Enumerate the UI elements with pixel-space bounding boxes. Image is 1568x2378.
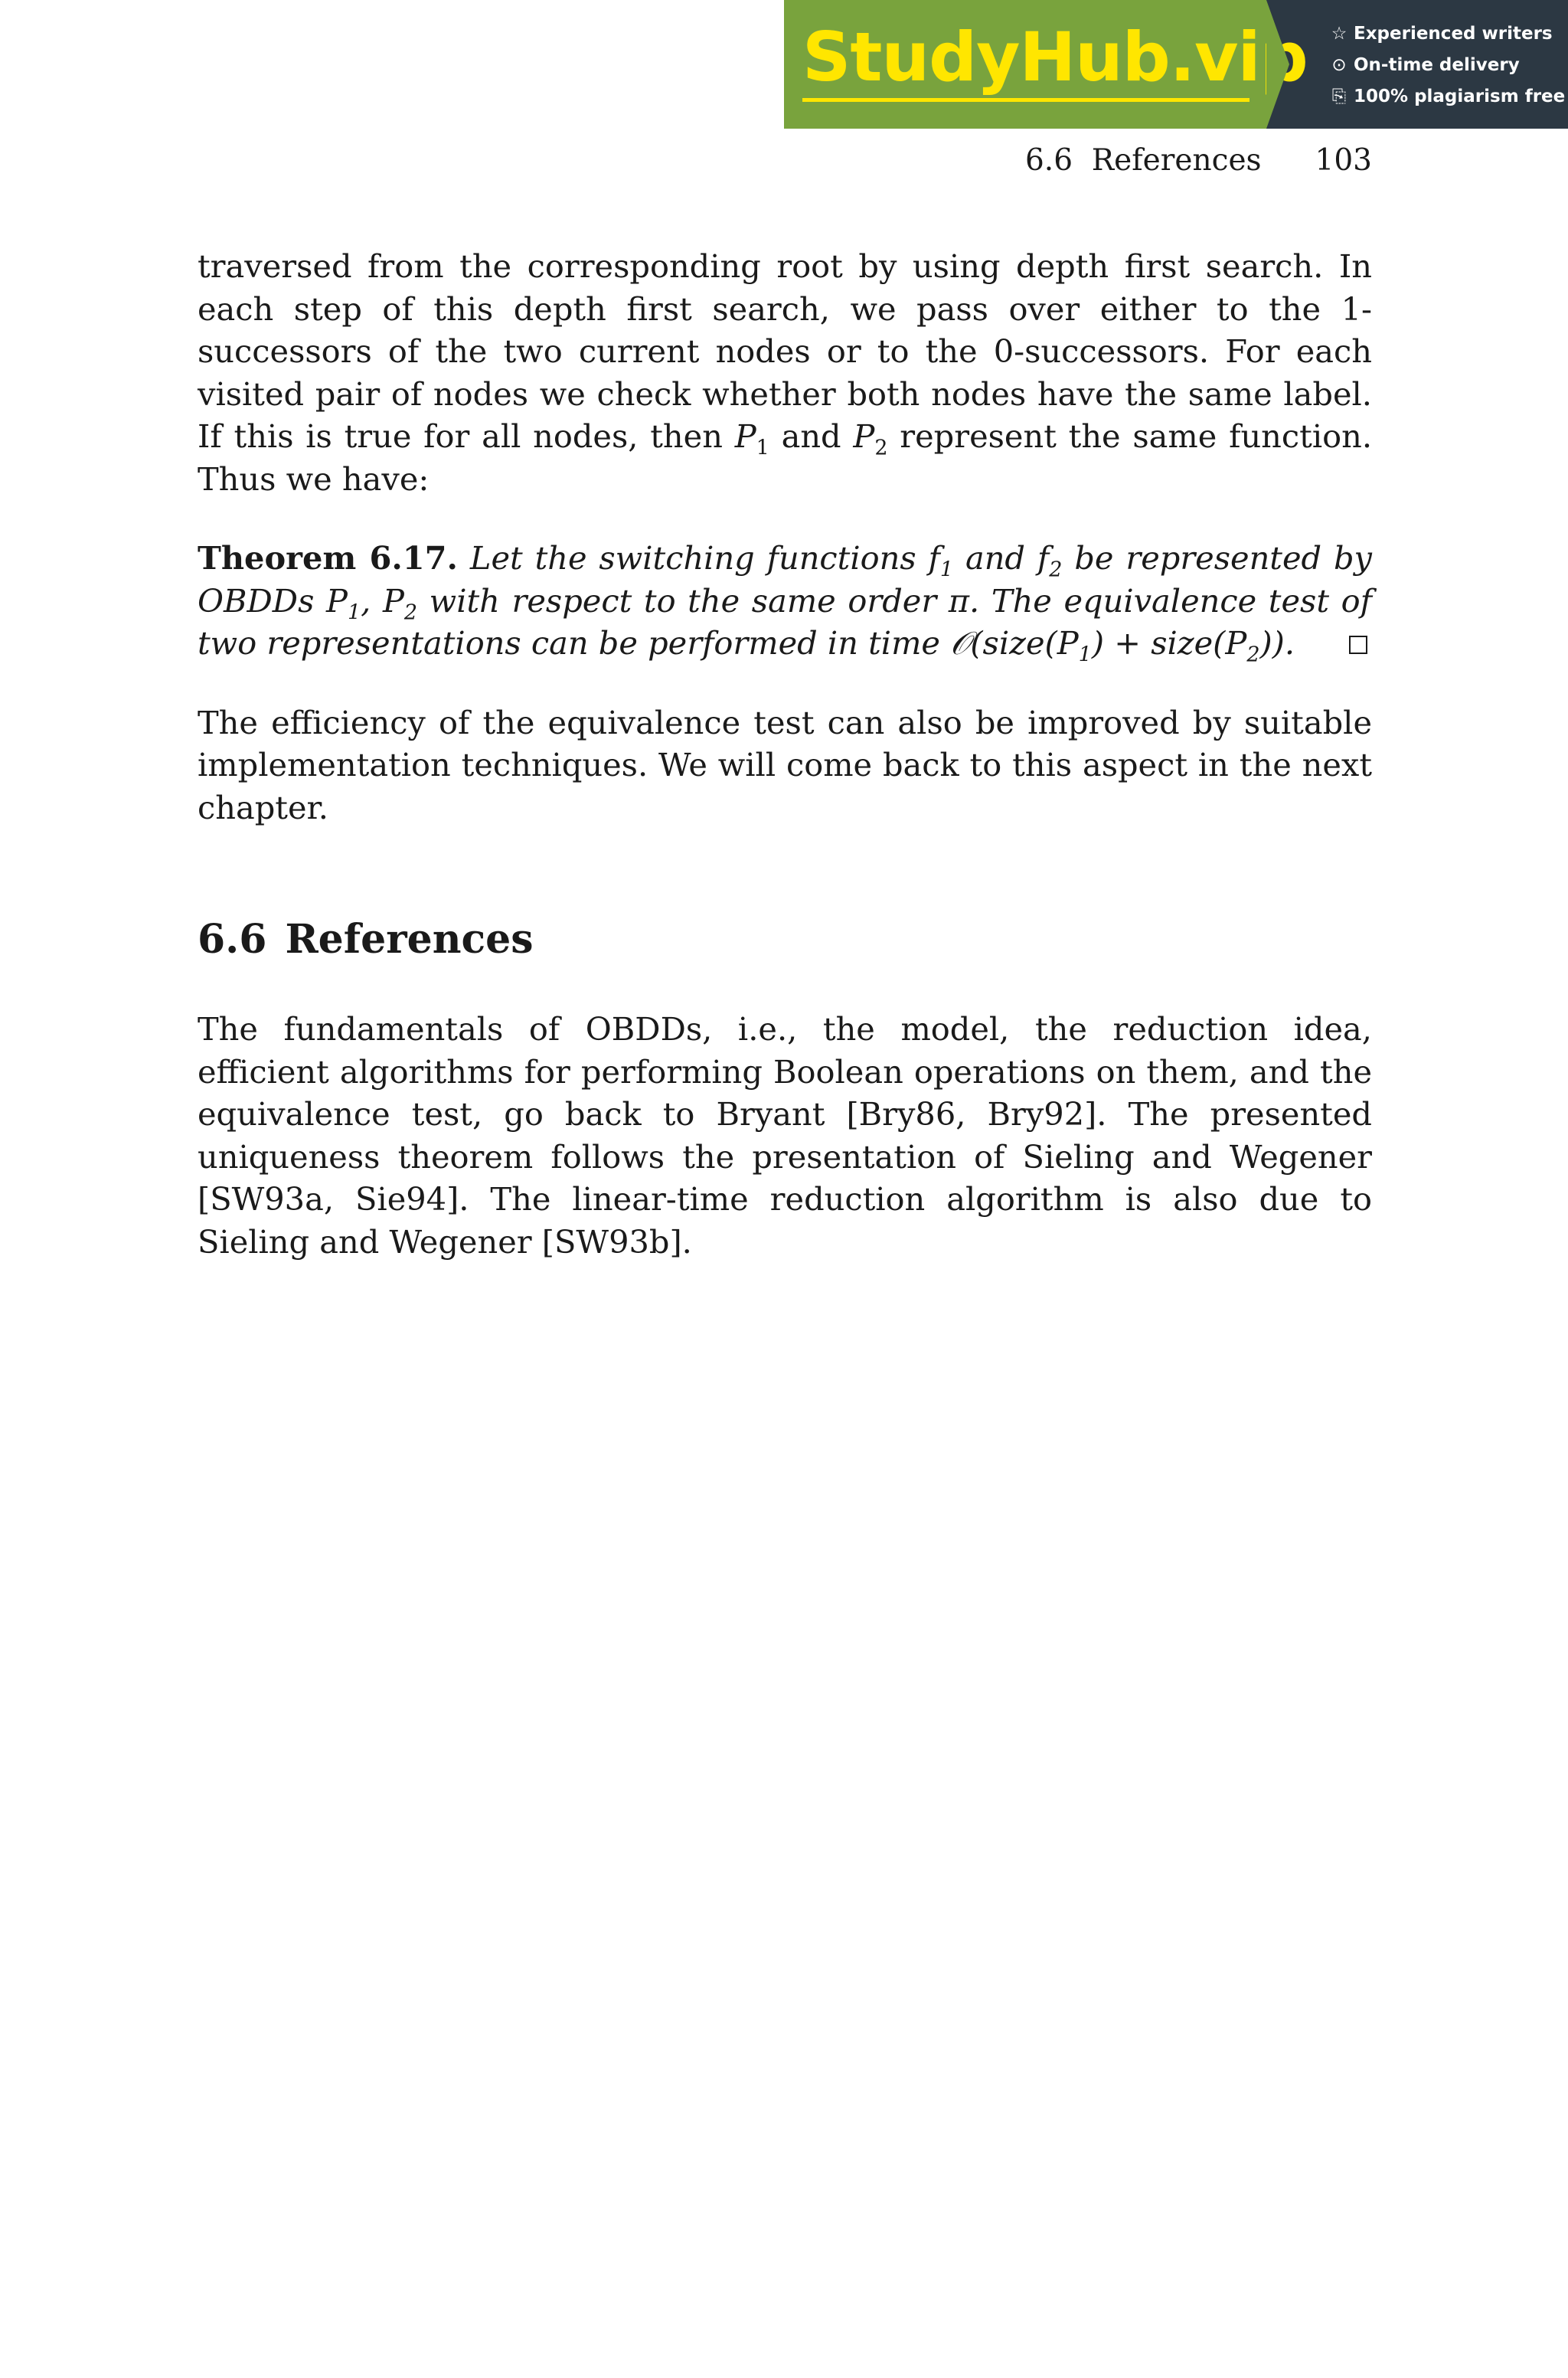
promo-banner[interactable] bbox=[784, 0, 1568, 129]
brand-logo[interactable] bbox=[784, 0, 1308, 129]
paragraph-text: traversed from the corresponding root by using depth first search. In each step of this depth first search, we pass over either to the 1-successors of the two current nodes or to the 0-successors. For each visited pair of nodes we check whether both nodes have the same label. If this is true for all nodes, then bbox=[198, 247, 1372, 455]
running-head-section: 6.6 References bbox=[1024, 143, 1262, 178]
paragraph-text: represent the same function. Thus we have: bbox=[198, 417, 1373, 498]
paragraph bbox=[198, 245, 1372, 500]
star-icon: ☆ bbox=[1331, 24, 1348, 44]
document-check-icon: ⎘ bbox=[1331, 87, 1347, 106]
theorem-statement: Let the switching functions $f_1$ and $f_2$ be represented by OBDDs $P_1$, $P_2$ with respect to the same order π. The equivalence test of two representations can be performed in time $𝒪(size(P_1)$ + $size(P_2)$). bbox=[198, 539, 1373, 667]
paragraph: The fundamentals of OBDDs, i.e., the model, the reduction idea, efficient algorithms for performing Boolean operations on them, and the equivalence test, go back to Bryant [Bry86, Bry92]. The presented uniqueness theorem follows the presentation of Sieling and Wegener [SW93a, Sie94]. The linear-time reduction algorithm is also due to Sieling and Wegener [SW93b]. bbox=[198, 1010, 1372, 1261]
feature-text: 100% plagiarism free bbox=[1354, 87, 1566, 106]
section-number: 6.6 bbox=[198, 916, 267, 963]
logo-text: StudyHub.vip bbox=[802, 18, 1308, 96]
logo-underline bbox=[802, 98, 1250, 102]
feature-text: Experienced writers bbox=[1354, 24, 1553, 44]
math-var: P bbox=[734, 417, 756, 455]
math-var: P bbox=[853, 417, 875, 455]
section-title: References bbox=[285, 916, 534, 963]
qed-square-icon bbox=[1349, 636, 1367, 654]
feature-item bbox=[1329, 50, 1568, 81]
feature-item bbox=[1329, 18, 1568, 50]
paragraph-text: and bbox=[769, 417, 854, 455]
feature-item bbox=[1329, 81, 1568, 113]
math-subscript: 2 bbox=[874, 436, 888, 460]
section-heading bbox=[198, 913, 1372, 967]
feature-list bbox=[1266, 0, 1568, 129]
page-content bbox=[198, 245, 1372, 1263]
paragraph: The efficiency of the equivalence test can also be improved by suitable implementation techniques. We will come back to this aspect in the next chapter. bbox=[198, 703, 1372, 826]
math-subscript: 1 bbox=[756, 436, 769, 460]
clock-icon: ⊙ bbox=[1331, 55, 1347, 75]
page-number: 103 bbox=[1315, 143, 1372, 178]
feature-text: On-time delivery bbox=[1354, 55, 1520, 75]
theorem-6-17 bbox=[198, 537, 1372, 665]
running-head bbox=[1025, 141, 1372, 181]
theorem-label: Theorem 6.17. bbox=[198, 539, 458, 577]
